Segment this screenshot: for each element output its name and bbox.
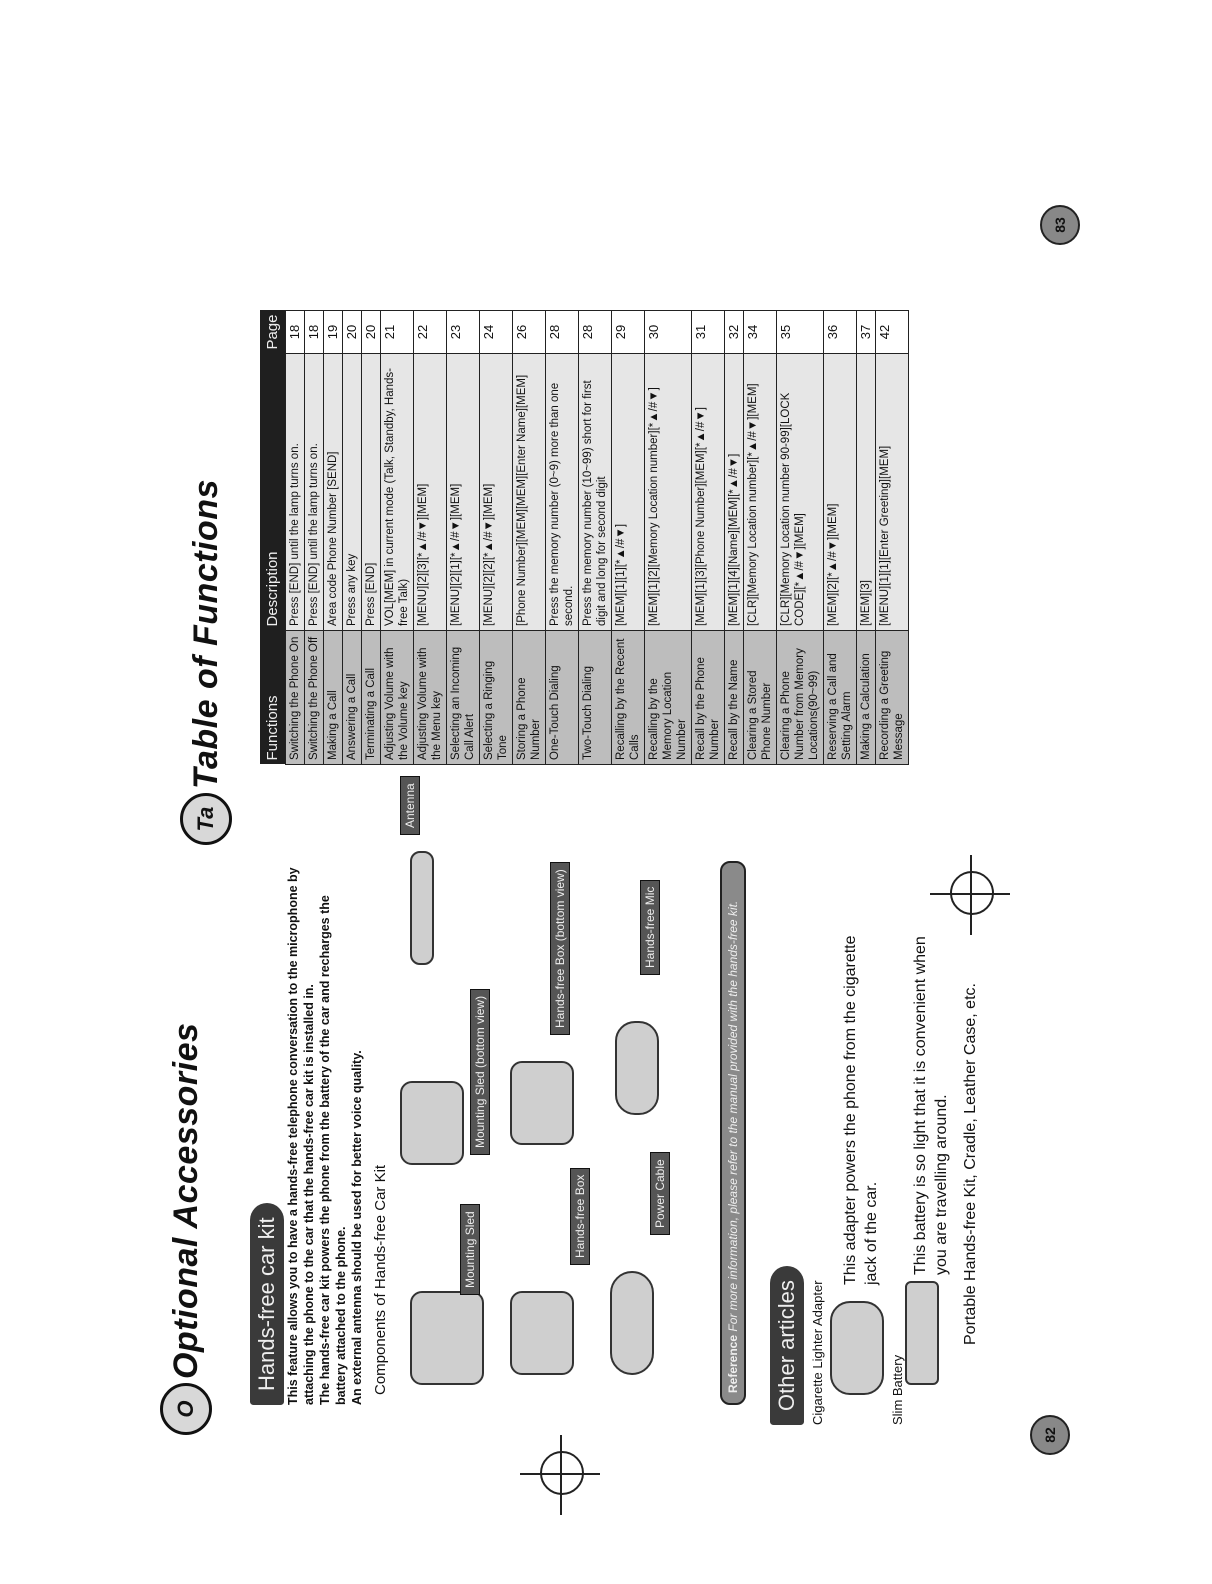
slim-battery-label: Slim Battery <box>890 1354 905 1425</box>
table-row <box>744 311 777 765</box>
description-cell: [MENU][2][1][*▲/#▼][MEM] <box>447 354 480 631</box>
page-cell: 29 <box>612 311 645 354</box>
page-cell: 36 <box>824 311 857 354</box>
hands-free-mic-image <box>615 1021 659 1115</box>
description-cell: Press [END] <box>362 354 381 631</box>
function-cell: One-Touch Dialing <box>546 631 579 765</box>
description-cell: VOL[MEM] in current mode (Talk, Standby, Hands-free Talk) <box>381 354 414 631</box>
page-number-right: 83 <box>1040 205 1080 245</box>
table-row <box>645 311 692 765</box>
power-cable-image <box>610 1271 654 1375</box>
col-page: Page <box>260 311 286 354</box>
description-cell: [CLR][Memory Location number][*▲/#▼][MEM] <box>744 354 777 631</box>
section-heading-hands-free: Hands-free car kit <box>250 1203 284 1405</box>
description-cell: Press the memory number (0~9) more than one second. <box>546 354 579 631</box>
function-cell: Switching the Phone Off <box>305 631 324 765</box>
page-title: Optional Accessories <box>166 1022 205 1379</box>
function-cell: Recalling by the Recent Calls <box>612 631 645 765</box>
page-cell: 31 <box>692 311 725 354</box>
table-row <box>324 311 343 765</box>
page-cell: 35 <box>777 311 824 354</box>
function-cell: Making a Calculation <box>857 631 876 765</box>
description-cell: Press any key <box>343 354 362 631</box>
function-cell: Adjusting Volume with the Volume key <box>381 631 414 765</box>
description-cell: [MEM][1][1][*▲/#▼] <box>612 354 645 631</box>
page-cell: 20 <box>343 311 362 354</box>
table-row <box>725 311 744 765</box>
slim-battery-desc: This battery is so light that it is convenient when you are travelling around. <box>912 936 950 1275</box>
page-cell: 28 <box>579 311 612 354</box>
label-hands-free-box: Hands-free Box <box>570 1168 590 1265</box>
rotated-spread <box>110 55 1210 1495</box>
description-cell: Area code Phone Number [SEND] <box>324 354 343 631</box>
description-cell: [MEM][1][2][Memory Location number][*▲/#▼] <box>645 354 692 631</box>
mounting-sled-bottom-image <box>400 1081 464 1165</box>
function-cell: Making a Call <box>324 631 343 765</box>
table-row <box>381 311 414 765</box>
description-cell: [Phone Number][MEM][MEM][Enter Name][MEM] <box>513 354 546 631</box>
description-cell: [MENU][2][3][*▲/#▼][MEM] <box>414 354 447 631</box>
components-heading: Components of Hands-free Car Kit <box>372 1164 389 1395</box>
page-cell: 28 <box>546 311 579 354</box>
function-cell: Answering a Call <box>343 631 362 765</box>
page-cell: 18 <box>286 311 305 354</box>
page-cell: 37 <box>857 311 876 354</box>
table-row <box>480 311 513 765</box>
reference-note: Reference For more information, please refer to the manual provided with the hands-free kit. <box>720 861 746 1405</box>
cigarette-adapter-label: Cigarette Lighter Adapter <box>810 1280 825 1425</box>
title-badge-right: Ta <box>180 793 232 845</box>
table-row <box>579 311 612 765</box>
page-cell: 24 <box>480 311 513 354</box>
function-cell: Adjusting Volume with the Menu key <box>414 631 447 765</box>
label-mounting-sled-bottom: Mounting Sled (bottom view) <box>470 989 490 1155</box>
page-cell: 21 <box>381 311 414 354</box>
reference-label: Reference <box>726 1334 740 1393</box>
function-cell: Two-Touch Dialing <box>579 631 612 765</box>
description-cell: Press [END] until the lamp turns on. <box>286 354 305 631</box>
description-cell: [MEM][1][4][Name][MEM][*▲/#▼] <box>725 354 744 631</box>
left-page-header <box>160 1023 212 1435</box>
table-header-row <box>260 311 286 765</box>
page-cell: 30 <box>645 311 692 354</box>
functions-table <box>260 310 909 765</box>
page-cell: 42 <box>876 311 909 354</box>
table-row <box>362 311 381 765</box>
description-cell: Press the memory number (10~99) short for first digit and long for second digit <box>579 354 612 631</box>
label-antenna: Antenna <box>400 776 420 835</box>
page-cell: 32 <box>725 311 744 354</box>
description-cell: [MEM][1][3][Phone Number][MEM][*▲/#▼] <box>692 354 725 631</box>
label-mounting-sled: Mounting Sled <box>460 1204 480 1295</box>
table-title: Table of Functions <box>186 479 225 789</box>
description-cell: [MENU][2][2][*▲/#▼][MEM] <box>480 354 513 631</box>
function-cell: Terminating a Call <box>362 631 381 765</box>
table-row <box>777 311 824 765</box>
mounting-sled-image <box>410 1291 484 1385</box>
intro-text: This feature allows you to have a hands-free telephone conversation to the microphone by attaching the phone to the car that the hands-free car kit is installed in. The hands-free car kit powers the phone from the battery of the car and recharges the battery attached to the phone. An external antenna should be used for better voice quality. <box>286 867 364 1405</box>
page-cell: 34 <box>744 311 777 354</box>
table-row <box>447 311 480 765</box>
page-cell: 18 <box>305 311 324 354</box>
table-row <box>286 311 305 765</box>
table-row <box>343 311 362 765</box>
table-row <box>876 311 909 765</box>
table-row <box>692 311 725 765</box>
page-number-left: 82 <box>1030 1415 1070 1455</box>
table-row <box>612 311 645 765</box>
label-hands-free-box-bottom: Hands-free Box (bottom view) <box>550 862 570 1035</box>
table-row <box>546 311 579 765</box>
cigarette-adapter-image <box>830 1301 884 1395</box>
function-cell: Selecting an Incoming Call Alert <box>447 631 480 765</box>
function-cell: Storing a Phone Number <box>513 631 546 765</box>
description-cell: [MENU][1][1][Enter Greeting][MEM] <box>876 354 909 631</box>
function-cell: Clearing a Stored Phone Number <box>744 631 777 765</box>
components-figure <box>400 775 720 1395</box>
slim-battery-image <box>905 1281 939 1385</box>
table-row <box>824 311 857 765</box>
description-cell: [CLR][Memory Location number 90-99][LOCK CODE][*▲/#▼][MEM] <box>777 354 824 631</box>
function-cell: Switching the Phone On <box>286 631 305 765</box>
label-hands-free-mic: Hands-free Mic <box>640 880 660 975</box>
cigarette-adapter-desc: This adapter powers the phone from the cigarette jack of the car. <box>842 935 880 1285</box>
page-cell: 20 <box>362 311 381 354</box>
page-cell: 19 <box>324 311 343 354</box>
col-description: Description <box>260 354 286 631</box>
function-cell: Recall by the Name <box>725 631 744 765</box>
function-cell: Recalling by the Memory Location Number <box>645 631 692 765</box>
table-row <box>305 311 324 765</box>
page-cell: 23 <box>447 311 480 354</box>
description-cell: [MEM][2][*▲/#▼][MEM] <box>824 354 857 631</box>
table-row <box>857 311 876 765</box>
function-cell: Clearing a Phone Number from Memory Locations(90~99) <box>777 631 824 765</box>
right-page-header <box>180 479 232 845</box>
table-row <box>414 311 447 765</box>
col-functions: Functions <box>260 631 286 765</box>
hands-free-box-image <box>510 1291 574 1375</box>
title-badge: O <box>160 1383 212 1435</box>
hands-free-box-bottom-image <box>510 1061 574 1145</box>
description-cell: Press [END] until the lamp turns on. <box>305 354 324 631</box>
page-cell: 22 <box>414 311 447 354</box>
function-cell: Recording a Greeting Message <box>876 631 909 765</box>
table-row <box>513 311 546 765</box>
function-cell: Selecting a Ringing Tone <box>480 631 513 765</box>
section-heading-other-articles: Other articles <box>770 1266 804 1425</box>
portable-accessories-note: Portable Hands-free Kit, Cradle, Leather Case, etc. <box>962 983 979 1345</box>
label-power-cable: Power Cable <box>650 1152 670 1235</box>
description-cell: [MEM][3] <box>857 354 876 631</box>
function-cell: Reserving a Call and Setting Alarm <box>824 631 857 765</box>
page-cell: 26 <box>513 311 546 354</box>
antenna-image <box>410 851 434 965</box>
function-cell: Recall by the Phone Number <box>692 631 725 765</box>
